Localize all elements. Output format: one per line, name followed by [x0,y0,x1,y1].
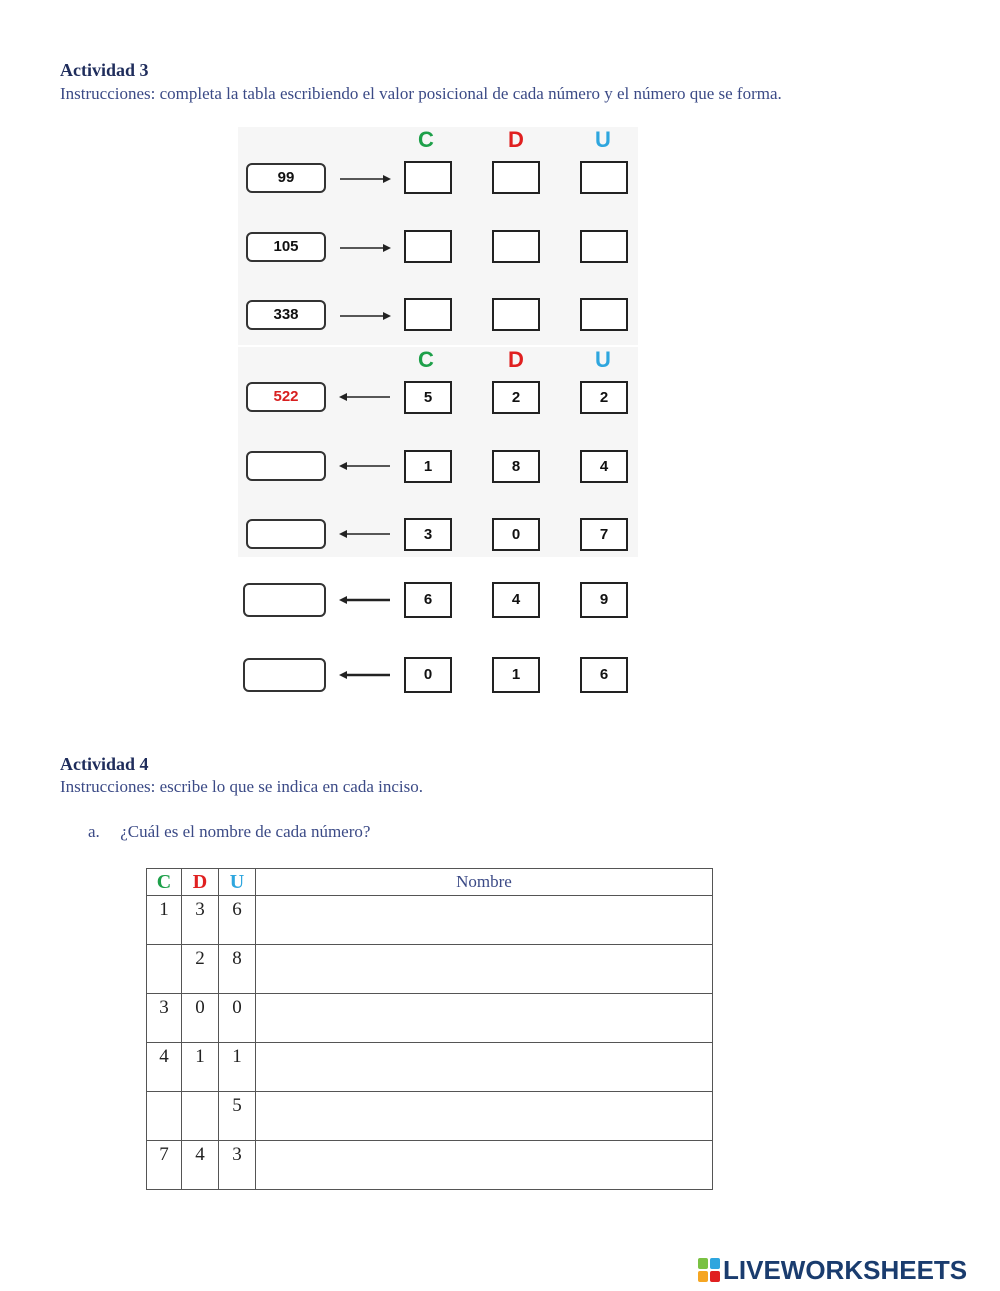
name-answer-cell[interactable] [256,945,713,994]
name-answer-cell[interactable] [256,1092,713,1141]
arrow-left-icon [339,527,391,541]
cell-centenas [147,1092,182,1141]
digit-box-decenas: 0 [492,518,540,551]
number-box: 105 [246,232,326,262]
cell-unidades: 0 [219,994,256,1043]
answer-number-box[interactable] [243,583,326,617]
answer-box-centenas[interactable] [404,230,452,263]
number-box: 338 [246,300,326,330]
header-centenas: C [418,347,434,372]
cell-centenas: 1 [147,896,182,945]
answer-number-box[interactable] [243,658,326,692]
digit-box-decenas: 2 [492,381,540,414]
cell-decenas [182,1092,219,1141]
cell-centenas: 4 [147,1043,182,1092]
answer-box-decenas[interactable] [492,230,540,263]
question-a [88,822,370,842]
cell-centenas [147,945,182,994]
name-answer-cell[interactable] [256,1141,713,1190]
cell-decenas: 3 [182,896,219,945]
name-answer-cell[interactable] [256,1043,713,1092]
answer-box-decenas[interactable] [492,298,540,331]
answer-box-decenas[interactable] [492,161,540,194]
cell-decenas: 4 [182,1141,219,1190]
name-answer-cell[interactable] [256,994,713,1043]
place-value-figure [238,125,638,700]
number-names-table [146,868,713,1190]
activity-3-instructions: Instrucciones: completa la tabla escribiendo el valor posicional de cada número y el número que se forma. [60,84,782,103]
table-row [147,945,713,994]
name-answer-cell[interactable] [256,896,713,945]
arrow-left-icon [339,390,391,404]
col-header-nombre: Nombre [256,869,713,896]
table-row [147,896,713,945]
header-unidades: U [595,127,611,152]
cell-unidades: 5 [219,1092,256,1141]
col-header-unidades: U [219,869,256,896]
digit-box-decenas: 8 [492,450,540,483]
answer-box-unidades[interactable] [580,161,628,194]
header-centenas: C [418,127,434,152]
answer-box-centenas[interactable] [404,161,452,194]
digit-box-centenas: 3 [404,518,452,551]
arrow-right-icon [339,309,391,323]
cell-decenas: 1 [182,1043,219,1092]
header-decenas: D [508,127,524,152]
header-decenas: D [508,347,524,372]
arrow-left-icon [339,459,391,473]
answer-box-unidades[interactable] [580,298,628,331]
cell-unidades: 8 [219,945,256,994]
liveworksheets-brand [698,1256,967,1284]
activity-4-title: Actividad 4 [60,754,149,774]
cell-unidades: 1 [219,1043,256,1092]
answer-box-unidades[interactable] [580,230,628,263]
table-header-row [147,869,713,896]
digit-box-centenas: 0 [404,657,452,693]
brand-wordmark: LIVEWORKSHEETS [723,1254,968,1285]
digit-box-unidades: 6 [580,657,628,693]
answer-box-centenas[interactable] [404,298,452,331]
table-row [147,1092,713,1141]
cell-decenas: 2 [182,945,219,994]
activity-3-title: Actividad 3 [60,60,149,80]
arrow-left-icon [339,593,391,607]
answer-number-box[interactable] [246,451,326,481]
col-header-decenas: D [182,869,219,896]
table-row [147,1043,713,1092]
question-text: ¿Cuál es el nombre de cada número? [120,822,371,841]
activity-4-instructions: Instrucciones: escribe lo que se indica en cada inciso. [60,777,424,796]
digit-box-unidades: 2 [580,381,628,414]
answer-number-box[interactable] [246,519,326,549]
col-header-centenas: C [147,869,182,896]
liveworksheets-logo-icon [698,1258,720,1282]
example-number-box: 522 [246,382,326,412]
table-row [147,1141,713,1190]
arrow-right-icon [339,172,391,186]
digit-box-centenas: 5 [404,381,452,414]
cell-decenas: 0 [182,994,219,1043]
digit-box-centenas: 6 [404,582,452,618]
digit-box-unidades: 9 [580,582,628,618]
header-unidades: U [595,347,611,372]
digit-box-unidades: 7 [580,518,628,551]
question-label: a. [88,822,100,841]
digit-box-decenas: 1 [492,657,540,693]
number-box: 99 [246,163,326,193]
cell-unidades: 3 [219,1141,256,1190]
cell-centenas: 7 [147,1141,182,1190]
arrow-left-icon [339,668,391,682]
cell-centenas: 3 [147,994,182,1043]
arrow-right-icon [339,241,391,255]
digit-box-decenas: 4 [492,582,540,618]
digit-box-unidades: 4 [580,450,628,483]
digit-box-centenas: 1 [404,450,452,483]
table-row [147,994,713,1043]
cell-unidades: 6 [219,896,256,945]
